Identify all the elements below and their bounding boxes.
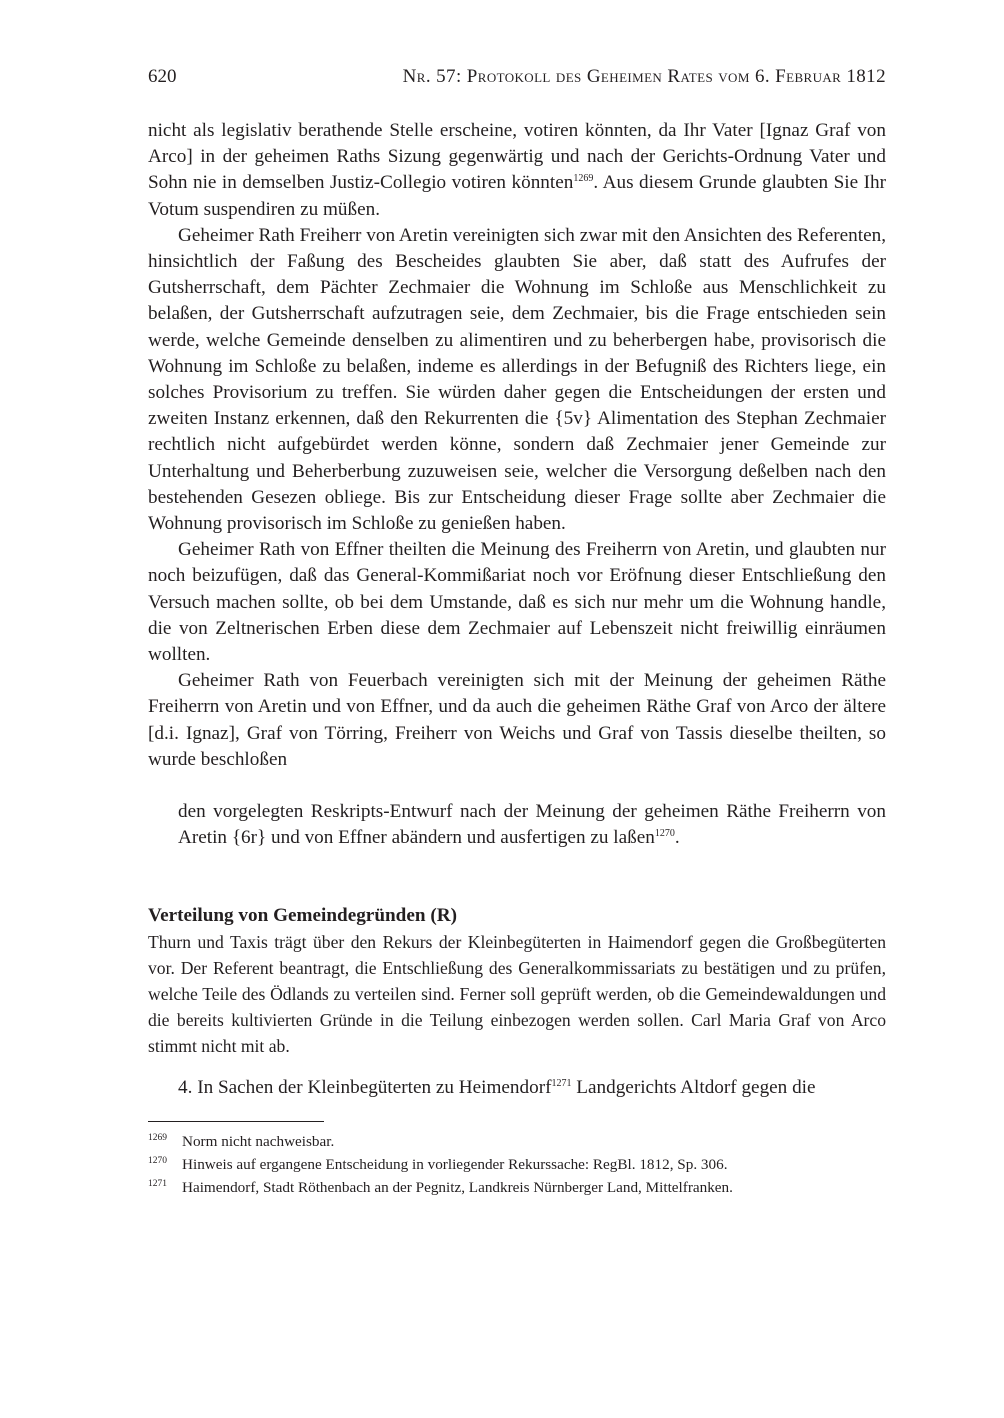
running-title: Nr. 57: Protokoll des Geheimen Rates vom 6. Februar 1812 bbox=[402, 66, 886, 87]
footnotes bbox=[148, 1130, 886, 1199]
resolution-block: den vorgelegten Reskripts-Entwurf nach der Meinung der geheimen Räthe Freiherrn von Aretin {6r} und von Effner abändern und ausfertigen zu laßen$^{1270}$. bbox=[178, 801, 886, 849]
main-text bbox=[148, 118, 886, 851]
footnote-text: Hinweis auf ergangene Entscheidung in vorliegender Rekurssache: RegBl. 1812, Sp. 306. bbox=[182, 1155, 728, 1173]
page-number: 620 bbox=[148, 66, 177, 87]
section-heading: Verteilung von Gemeindegründen (R) bbox=[148, 905, 457, 927]
footnote-number: 1271 bbox=[148, 1178, 167, 1189]
paragraph-2: Geheimer Rath Freiherr von Aretin vereinigten sich zwar mit den Ansichten des Referenten, hinsichtlich der Faßung des Bescheides glaubten Sie aber, daß statt des Aufrufes der Gutsherrschaft, dem Pächter Zechmaier die Wohnung im Schloße aus Menschlichkeit zu belaßen, der Gutsherrschaft aufzutragen seie, dem Zechmaier, bis die Frage entschieden sein werde, welche Gemeinde denselben zu alimentiren und zu beherbergen habe, provisorisch die Wohnung im Schloße zu belaßen, indeme es allerdings in der Befugniß des Richters liege, ein solches Provisorium zu treffen. Sie würden daher gegen die Entscheidungen der ersten und zweiten Instanz erkennen, daß den Rekurrenten die {5v} Alimentation des Stephan Zechmaier rechtlich nicht aufgebürdet werden könne, sondern daß Zechmaier jener Gemeinde zur Unterhaltung und Beherberbung zuzuweisen seie, welcher die Versorgung deßelben nach den bestehenden Gesezen obliege. Bis zur Entscheidung dieser Frage sollte aber Zechmaier die Wohnung provisorisch im Schloße zu genießen haben. bbox=[148, 224, 886, 535]
footnote-ref-1269[interactable]: 1269 bbox=[573, 173, 594, 185]
footnote-number: 1270 bbox=[148, 1155, 167, 1166]
footnote-divider bbox=[148, 1121, 324, 1122]
running-header bbox=[148, 66, 886, 96]
agenda-item-4: 4. In Sachen der Kleinbegüterten zu Heimendorf$^{1271}$ Landgerichts Altdorf gegen die bbox=[178, 1077, 816, 1099]
document-page bbox=[148, 66, 886, 1199]
footnote-ref-1270[interactable]: 1270 bbox=[654, 828, 675, 840]
footnote-1270 bbox=[148, 1153, 886, 1176]
footnote-ref-1271[interactable]: 1271 bbox=[551, 1078, 572, 1090]
footnote-1269 bbox=[148, 1130, 886, 1153]
footnote-text: Norm nicht nachweisbar. bbox=[182, 1132, 335, 1150]
paragraph-4: Geheimer Rath von Feuerbach vereinigten sich mit der Meinung der geheimen Räthe Freiherrn von Aretin und von Effner, und da auch die geheimen Räthe Graf von Arco der ältere [d.i. Ignaz], Graf von Törring, Freiherr von Weichs und Graf von Tassis dieselbe theilten, so wurde beschloßen bbox=[148, 670, 886, 770]
footnote-text: Haimendorf, Stadt Röthenbach an der Pegnitz, Landkreis Nürnberger Land, Mittelfranken. bbox=[182, 1178, 733, 1196]
footnote-number: 1269 bbox=[148, 1132, 167, 1143]
section-summary: Thurn und Taxis trägt über den Rekurs der Kleinbegüterten in Haimendorf gegen die Großbegüterten vor. Der Referent beantragt, die Entschließung des Generalkommissariats zu bestätigen und zu prüfen, welche Teile des Ödlands zu verteilen sind. Ferner soll geprüft werden, ob die Gemeindewaldungen und die bereits kultivierten Gründe in die Teilung einbezogen werden sollen. Carl Maria Graf von Arco stimmt nicht mit ab. bbox=[148, 932, 886, 1057]
paragraph-3: Geheimer Rath von Effner theilten die Meinung des Freiherrn von Aretin, und glaubten nur noch beizufügen, daß das General-Kommißariat noch vor Eröfnung dieser Entschließung den Versuch machen sollte, ob bei dem Umstande, daß es sich nur mehr um die Wohnung handle, die von Zeltnerischen Erben diese dem Zechmaier auf Lebenszeit nicht freiwillig einräumen wollten. bbox=[148, 539, 886, 666]
paragraph-1: nicht als legislativ berathende Stelle erscheine, votiren könnten, da Ihr Vater [Ignaz Graf von Arco] in der geheimen Raths Sizung gegenwärtig und nach der Gerichts-Ordnung Vater und Sohn nie in demselben Justiz-Collegio votiren könnten$^{1269}$. Aus diesem Grunde glaubten Sie Ihr Votum suspendiren zu müßen. bbox=[148, 120, 886, 220]
footnote-1271 bbox=[148, 1176, 886, 1199]
